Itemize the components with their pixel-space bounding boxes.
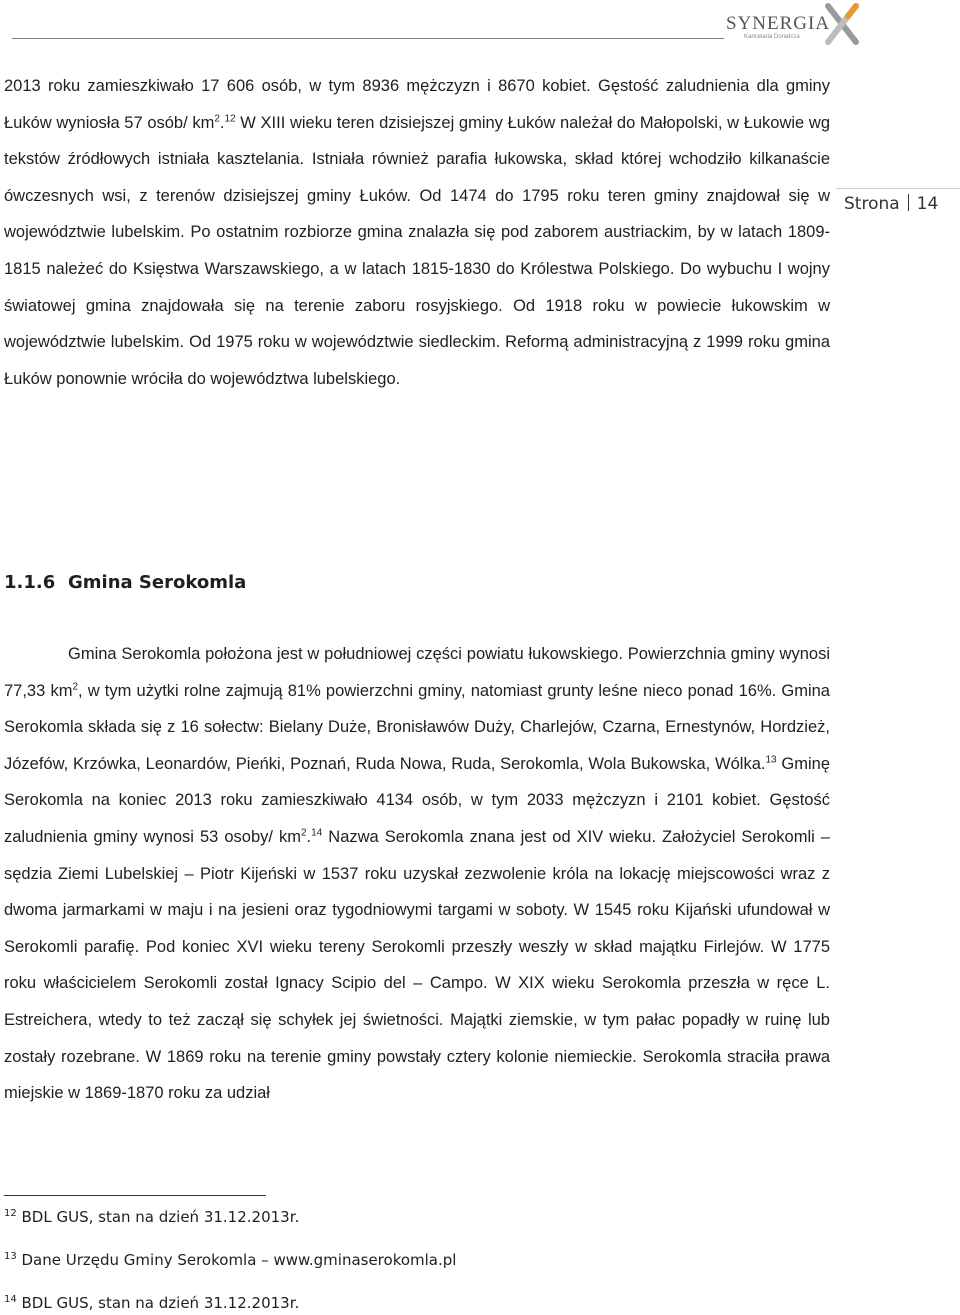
footnote-separator <box>4 1195 266 1196</box>
page-number <box>844 194 938 214</box>
logo-subtitle: Kancelaria Doradcza <box>744 34 800 40</box>
footnote-ref-13[interactable]: 13 <box>765 754 777 766</box>
page-number-value: 14 <box>916 194 939 214</box>
synergia-logo <box>722 2 862 48</box>
footnote-13: $^{13}$ Dane Urzędu Gminy Serokomla – www.gminaserokomla.pl <box>4 1251 457 1269</box>
page-number-prefix: Strona <box>844 194 900 214</box>
body-paragraph-luków: 2013 roku zamieszkiwało 17 606 osób, w tym 8936 mężczyzn i 8670 kobiet. Gęstość zaludnienia dla gminy Łuków wyniosła 57 osób/ $km^2.^{12}$ W XIII wieku teren dzisiejszej gminy Łuków należał do Małopolski, w Łukowie wg tekstów źródłowych istniała kasztelania. Istniała również parafia łukowska, skład której wchodziło kilkanaście ówczesnych wsi, z terenów dzisiejszej gminy Łuków. Od 1474 do 1795 roku teren gminy znajdował się w województwie lubelskim. Po ostatnim rozbiorze gmina znalazła się pod zaborem austriackim, by w latach 1809-1815 należeć do Księstwa Warszawskiego, a w latach 1815-1830 do Królestwa Polskiego. Do wybuchu I wojny światowej gmina znajdowała się na terenie zaboru rosyjskiego. Od 1918 roku w powiecie łukowskim w województwie lubelskim. Od 1975 roku w województwie siedleckim. Reformą administracyjną z 1999 roku gmina Łuków ponownie wróciła do województwa lubelskiego. <box>4 77 830 388</box>
page-number-rule <box>836 188 960 189</box>
footnote-ref-14[interactable]: 14 <box>311 827 323 839</box>
body-paragraph-serokomla: Gmina Serokomla położona jest w południowej części powiatu łukowskiego. Powierzchnia gminy wynosi 77,33 $km^2$, w tym użytki rolne zajmują 81% powierzchni gminy, natomiast grunty leśne nieco ponad 16%. Gmina Serokomla składa się z 16 sołectw: Bielany Duże, Bronisławów Duży, Charlejów, Czarna, Ernestynów, Hordzież, Józefów, Krzówka, Leonardów, Pieńki, Poznań, Ruda Nowa, Ruda, Serokomla, Wola Bukowska, Wólka.$^{13}$ Gminę Serokomla na koniec 2013 roku zamieszkiwało 4134 osób, w tym 2033 mężczyzn i 2101 kobiet. Gęstość zaludnienia gminy wynosi 53 osoby/ $km^2.^{14}$ Nazwa Serokomla znana jest od XIV wieku. Założyciel Serokomli – sędzia Ziemi Lubelskiej – Piotr Kijeński w 1537 roku uzyskał zezwolenie króla na lokację miejscowości wraz z dwoma jarmarkami w maju i na jesieni oraz tygodniowymi targami w soboty. W 1545 roku Kijański ufundował w Serokomli parafię. Pod koniec XVI wieku tereny Serokomli przeszły weszły w skład majątku Firlejów. W 1775 roku właścicielem Serokomli został Ignacy Scipio del – Campo. W XIX wieku Serokomla przeszła w ręce L. Estreichera, wtedy to też zaczął się schyłek jej świetności. Majątki ziemskie, w tym pałac popadły w ruinę lub zostały rozebrane. W 1869 roku na terenie gminy powstały cztery kolonie niemieckie. Serokomla straciła prawa miejskie w 1869-1870 roku za udział <box>4 645 830 1103</box>
section-title: Gmina Serokomla <box>68 572 247 593</box>
section-heading <box>4 572 246 593</box>
page-number-separator <box>908 194 909 211</box>
footnote-12: $^{12}$ BDL GUS, stan na dzień 31.12.2013r. <box>4 1208 300 1226</box>
footnote-ref-12[interactable]: 12 <box>224 113 236 125</box>
section-number: 1.1.6 <box>4 572 56 593</box>
header-rule <box>12 38 724 39</box>
footnote-14: $^{14}$ BDL GUS, stan na dzień 31.12.2013r. <box>4 1294 300 1312</box>
logo-x-icon <box>822 2 862 48</box>
logo-text: SYNERGIA <box>726 13 831 34</box>
